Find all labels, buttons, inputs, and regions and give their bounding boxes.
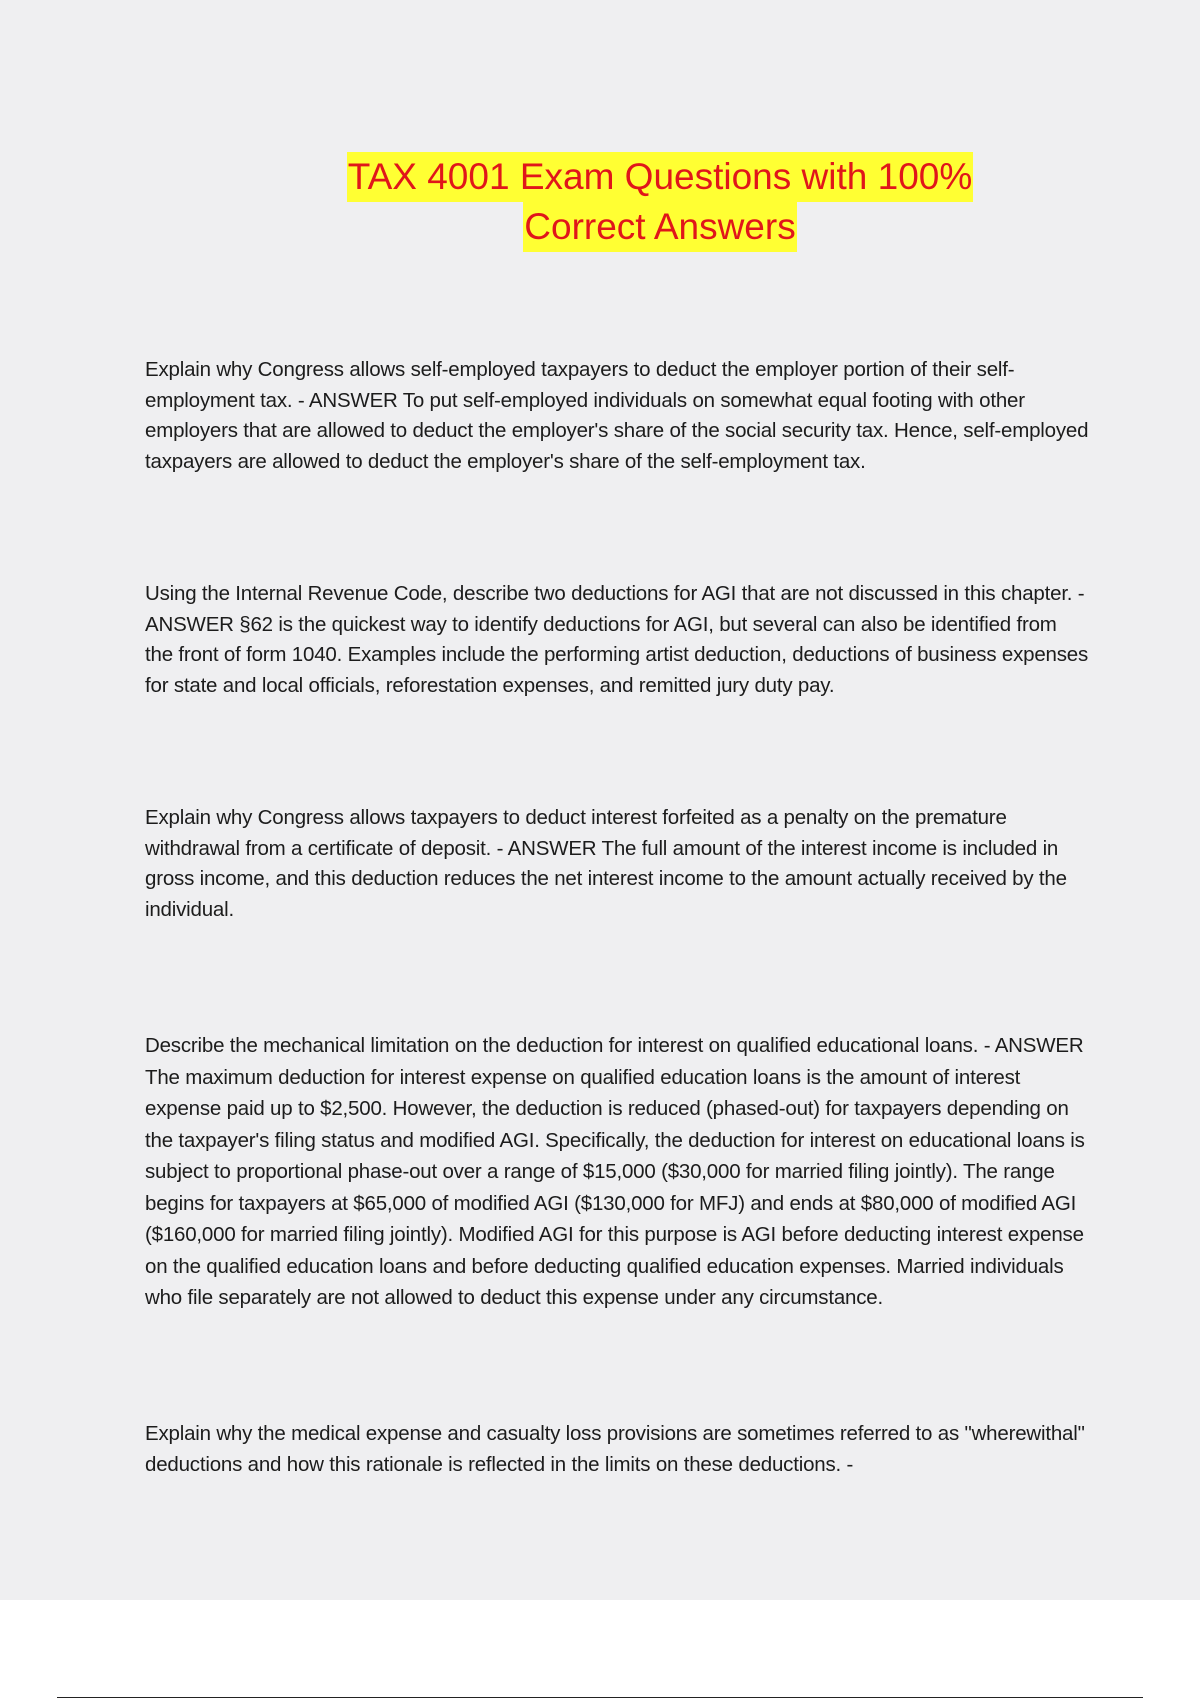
title-line-2: Correct Answers [523, 202, 796, 252]
footer-divider [57, 1697, 1143, 1698]
question-answer-1: Explain why Congress allows self-employed taxpayers to deduct the employer portion of their self-employment tax. - ANSWER To put self-employed individuals on somewhat equal footing with other employers that are allowed to deduct the employer's share of the social security tax. Hence, self-employed taxpayers are allowed to deduct the employer's share of the self-employment tax. [145, 358, 1089, 473]
question-answer-2: Using the Internal Revenue Code, describe two deductions for AGI that are not discussed in this chapter. - ANSWER §62 is the quickest way to identify deductions for AGI, but several can also be identified from the front of form 1040. Examples include the performing artist deduction, deductions of business expenses for state and local officials, reforestation expenses, and remitted jury duty pay. [145, 582, 1089, 697]
document-title [0, 152, 1200, 252]
question-answer-5: Explain why the medical expense and casualty loss provisions are sometimes referred to as "wherewithal" deductions and how this rationale is reflected in the limits on these deductions. - [145, 1422, 1085, 1476]
question-answer-4: Describe the mechanical limitation on the deduction for interest on qualified educational loans. - ANSWER The maximum deduction for interest expense on qualified education loans is the amount of interest expense paid up to $2,500. However, the deduction is reduced (phased-out) for taxpayers depending on the taxpayer's filing status and modified AGI. Specifically, the deduction for interest on educational loans is subject to proportional phase-out over a range of $15,000 ($30,000 for married filing jointly). The range begins for taxpayers at $65,000 of modified AGI ($130,000 for MFJ) and ends at $80,000 of modified AGI ($160,000 for married filing jointly). Modified AGI for this purpose is AGI before deducting interest expense on the qualified education loans and before deducting qualified education expenses. Married individuals who file separately are not allowed to deduct this expense under any circumstance. [145, 1034, 1085, 1309]
question-answer-3: Explain why Congress allows taxpayers to deduct interest forfeited as a penalty on the premature withdrawal from a certificate of deposit. - ANSWER The full amount of the interest income is included in gross income, and this deduction reduces the net interest income to the amount actually received by the individual. [145, 806, 1067, 921]
title-line-1: TAX 4001 Exam Questions with 100% [347, 152, 974, 202]
